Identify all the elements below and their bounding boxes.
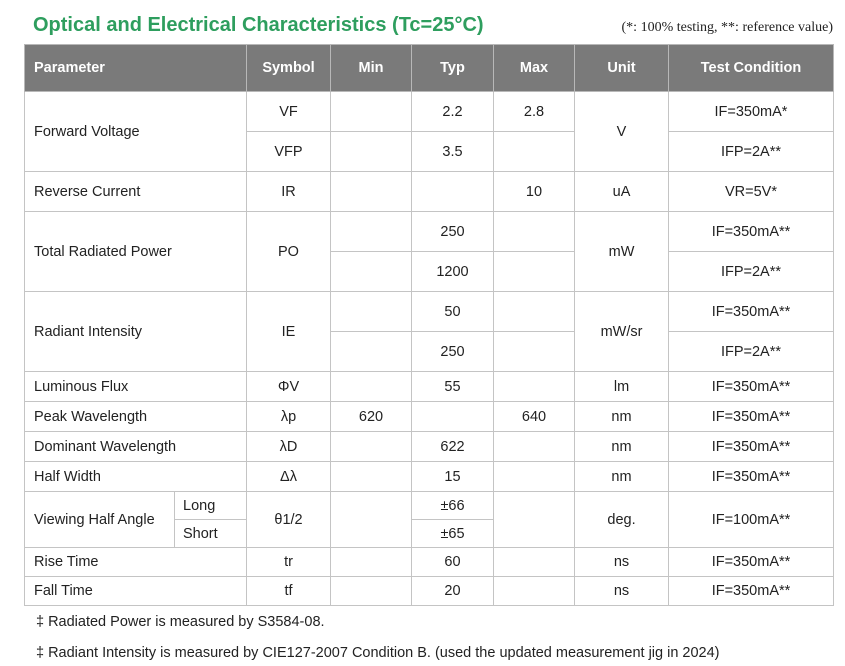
parameter-cell: Luminous Flux: [25, 372, 247, 402]
max-cell: [494, 462, 575, 492]
typ-cell: ±65: [412, 520, 494, 548]
column-header-symbol: Symbol: [247, 45, 331, 92]
parameter-cell: Forward Voltage: [25, 92, 247, 172]
table-row: [25, 402, 834, 432]
characteristics-table: [24, 44, 834, 606]
typ-cell: ±66: [412, 492, 494, 520]
condition-cell: IFP=2A**: [669, 252, 834, 292]
typ-cell: 1200: [412, 252, 494, 292]
condition-cell: IF=350mA**: [669, 372, 834, 402]
unit-cell: uA: [575, 172, 669, 212]
min-cell: [331, 292, 412, 332]
unit-cell: mW: [575, 212, 669, 292]
min-cell: [331, 132, 412, 172]
parameter-cell: Radiant Intensity: [25, 292, 247, 372]
parameter-cell: Fall Time: [25, 577, 247, 606]
table-header-row: [25, 45, 834, 92]
typ-cell: 20: [412, 577, 494, 606]
min-cell: [331, 92, 412, 132]
condition-cell: IFP=2A**: [669, 332, 834, 372]
page-title: Optical and Electrical Characteristics (Tc=25°C): [33, 14, 484, 36]
min-cell: [331, 492, 412, 548]
min-cell: [331, 172, 412, 212]
max-cell: [494, 492, 575, 548]
column-header-max: Max: [494, 45, 575, 92]
parameter-cell: Reverse Current: [25, 172, 247, 212]
footnote-radiant-intensity: [36, 645, 720, 661]
symbol-cell: tr: [247, 548, 331, 577]
unit-cell: nm: [575, 462, 669, 492]
table-row: [25, 212, 834, 252]
column-header-test-condition: Test Condition: [669, 45, 834, 92]
typ-cell: 15: [412, 462, 494, 492]
condition-cell: VR=5V*: [669, 172, 834, 212]
double-dagger-marker: ‡: [36, 614, 45, 630]
unit-cell: nm: [575, 402, 669, 432]
typ-cell: 50: [412, 292, 494, 332]
column-header-min: Min: [331, 45, 412, 92]
condition-cell: IF=350mA**: [669, 432, 834, 462]
condition-cell: IF=350mA**: [669, 292, 834, 332]
symbol-cell: VFP: [247, 132, 331, 172]
symbol-cell: IE: [247, 292, 331, 372]
min-cell: [331, 332, 412, 372]
unit-cell: V: [575, 92, 669, 172]
table-row: [25, 292, 834, 332]
min-cell: [331, 548, 412, 577]
unit-cell: mW/sr: [575, 292, 669, 372]
condition-cell: IF=350mA**: [669, 402, 834, 432]
min-cell: [331, 462, 412, 492]
footnote-text: Radiated Power is measured by S3584-08.: [48, 614, 325, 630]
unit-cell: ns: [575, 548, 669, 577]
table-row: [25, 577, 834, 606]
table-row: [25, 432, 834, 462]
unit-cell: nm: [575, 432, 669, 462]
symbol-cell: ΦV: [247, 372, 331, 402]
typ-cell: 3.5: [412, 132, 494, 172]
max-cell: [494, 132, 575, 172]
typ-cell: 250: [412, 212, 494, 252]
min-cell: 620: [331, 402, 412, 432]
typ-cell: 250: [412, 332, 494, 372]
parameter-cell: Viewing Half Angle: [25, 492, 175, 548]
symbol-cell: λD: [247, 432, 331, 462]
condition-cell: IF=100mA**: [669, 492, 834, 548]
symbol-cell: θ1/2: [247, 492, 331, 548]
parameter-cell: Half Width: [25, 462, 247, 492]
typ-cell: 622: [412, 432, 494, 462]
condition-cell: IF=350mA*: [669, 92, 834, 132]
parameter-cell: Total Radiated Power: [25, 212, 247, 292]
unit-cell: ns: [575, 577, 669, 606]
column-header-parameter: Parameter: [25, 45, 247, 92]
table-row: [25, 172, 834, 212]
column-header-unit: Unit: [575, 45, 669, 92]
table-row: [25, 372, 834, 402]
legend-note: (*: 100% testing, **: reference value): [621, 20, 833, 35]
condition-cell: IF=350mA**: [669, 462, 834, 492]
footnote-radiated-power: [36, 614, 325, 630]
unit-cell: lm: [575, 372, 669, 402]
symbol-cell: VF: [247, 92, 331, 132]
table-row: [25, 548, 834, 577]
max-cell: [494, 212, 575, 252]
table-row: [25, 462, 834, 492]
max-cell: [494, 252, 575, 292]
max-cell: 2.8: [494, 92, 575, 132]
symbol-cell: PO: [247, 212, 331, 292]
symbol-cell: IR: [247, 172, 331, 212]
condition-cell: IF=350mA**: [669, 212, 834, 252]
typ-cell: 60: [412, 548, 494, 577]
min-cell: [331, 252, 412, 292]
table-row: [25, 92, 834, 132]
min-cell: [331, 432, 412, 462]
condition-cell: IFP=2A**: [669, 132, 834, 172]
double-dagger-marker: ‡: [36, 645, 45, 661]
footnote-text: Radiant Intensity is measured by CIE127-2007 Condition B. (used the updated measurement jig in 2024): [48, 645, 720, 661]
sub-parameter-cell: Short: [175, 520, 247, 548]
max-cell: 10: [494, 172, 575, 212]
symbol-cell: Δλ: [247, 462, 331, 492]
table-row: [25, 492, 834, 520]
typ-cell: 2.2: [412, 92, 494, 132]
min-cell: [331, 372, 412, 402]
condition-cell: IF=350mA**: [669, 577, 834, 606]
unit-cell: deg.: [575, 492, 669, 548]
max-cell: [494, 332, 575, 372]
parameter-cell: Rise Time: [25, 548, 247, 577]
min-cell: [331, 577, 412, 606]
max-cell: [494, 548, 575, 577]
typ-cell: 55: [412, 372, 494, 402]
column-header-typ: Typ: [412, 45, 494, 92]
symbol-cell: tf: [247, 577, 331, 606]
max-cell: 640: [494, 402, 575, 432]
typ-cell: [412, 172, 494, 212]
max-cell: [494, 432, 575, 462]
sub-parameter-cell: Long: [175, 492, 247, 520]
parameter-cell: Dominant Wavelength: [25, 432, 247, 462]
max-cell: [494, 372, 575, 402]
min-cell: [331, 212, 412, 252]
typ-cell: [412, 402, 494, 432]
parameter-cell: Peak Wavelength: [25, 402, 247, 432]
max-cell: [494, 577, 575, 606]
condition-cell: IF=350mA**: [669, 548, 834, 577]
max-cell: [494, 292, 575, 332]
symbol-cell: λp: [247, 402, 331, 432]
